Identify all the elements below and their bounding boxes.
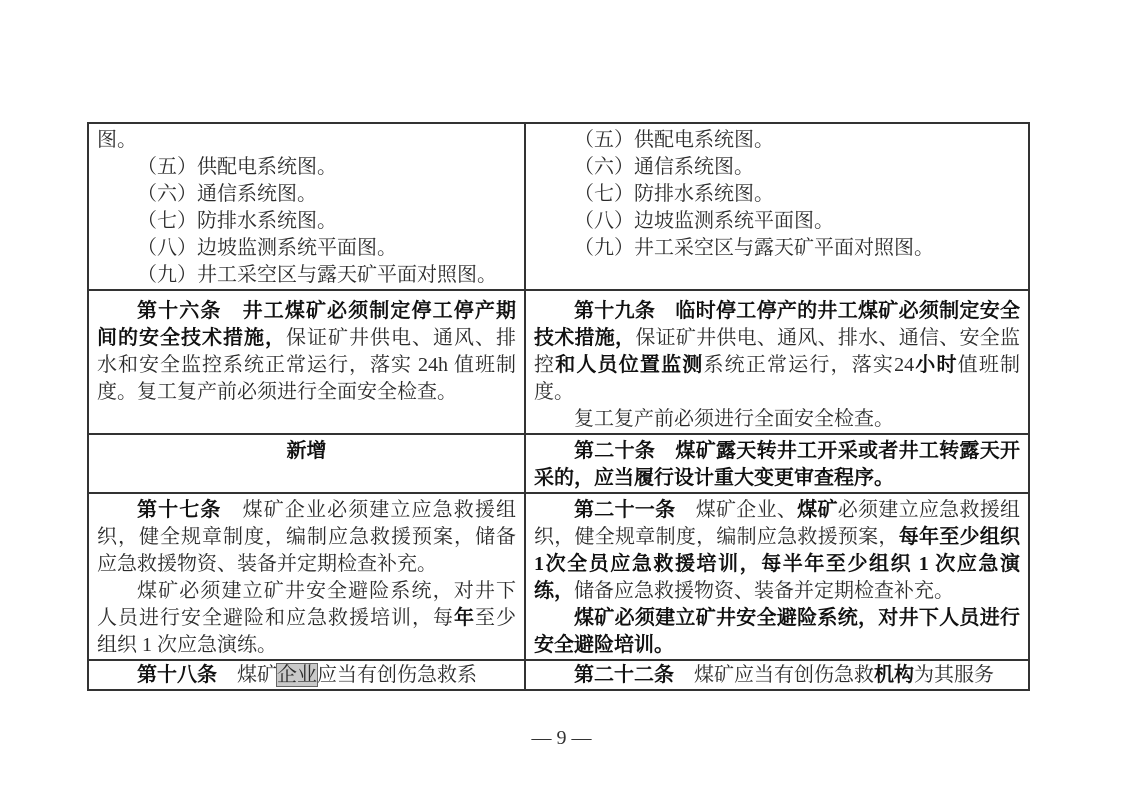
table-row: [88, 290, 1029, 434]
new-text-cell-row1: [525, 123, 1029, 290]
highlighted-text: 企业: [277, 664, 317, 686]
paragraph: [97, 208, 516, 235]
bold-text: 年: [454, 607, 475, 629]
text-run: 图。: [97, 129, 137, 151]
paragraph: [97, 298, 516, 406]
bold-text: 第二十二条: [574, 664, 674, 686]
paragraph: [97, 181, 516, 208]
paragraph: [534, 181, 1020, 208]
text-run: （七）防排水系统图。: [574, 183, 774, 205]
text-run: （五）供配电系统图。: [574, 129, 774, 151]
text-run: （八）边坡监测系统平面图。: [137, 237, 397, 259]
new-text-cell-row5: [525, 660, 1029, 690]
paragraph: [534, 438, 1020, 492]
text-run: 保证矿井供电、通风、排水和安全监控系统正常运行，落实 24h 值班制度。复工复产前必须进行全面安全检查。: [97, 327, 516, 403]
page-number: — 9 —: [531, 727, 592, 749]
new-text-cell-row2: [525, 290, 1029, 434]
text-run: （七）防排水系统图。: [137, 210, 337, 232]
paragraph: [97, 235, 516, 262]
text-run: 煤矿应当有创伤急救: [674, 664, 874, 686]
old-text-cell-row5: [88, 660, 525, 690]
text-run: （五）供配电系统图。: [137, 156, 337, 178]
paragraph: [534, 127, 1020, 154]
paragraph: [97, 127, 516, 154]
bold-text: 第十九条 临时停工停产的井工煤矿必须制定安全技术措施，: [534, 300, 1020, 349]
bold-text: 新增: [286, 440, 327, 462]
paragraph: [97, 578, 516, 659]
paragraph: [534, 235, 1020, 262]
paragraph: [534, 208, 1020, 235]
text-run: 复工复产前必须进行全面安全检查。: [574, 408, 894, 430]
text-run: 煤矿必须建立矿井安全避险系统，对井下人员进行安全避险和应急救援培训，每: [97, 580, 516, 629]
text-run: 值班制度。: [534, 354, 1021, 403]
bold-text: 第十七条: [137, 499, 222, 521]
table-row: [88, 123, 1029, 290]
bold-text: 和人员位置监测: [555, 354, 704, 376]
paragraph: [97, 262, 516, 289]
paragraph: [534, 154, 1020, 181]
table-row: [88, 493, 1029, 660]
text-run: （八）边坡监测系统平面图。: [574, 210, 834, 232]
text-run: 至少组织 1 次应急演练。: [97, 607, 516, 656]
paragraph: [534, 497, 1020, 605]
paragraph: [534, 662, 1020, 689]
bold-text: 机构: [874, 664, 914, 686]
bold-text: 煤矿: [797, 499, 838, 521]
paragraph: [97, 497, 516, 578]
new-text-cell-row4: [525, 493, 1029, 660]
paragraph: [97, 662, 516, 689]
text-run: （六）通信系统图。: [574, 156, 754, 178]
old-text-cell-row4: [88, 493, 525, 660]
bold-text: 每年至少组织1次全员应急救援培训，每半年至少组织 1 次应急演练，: [534, 526, 1021, 602]
text-run: 保证矿井供电、通风、排水、通信、安全监控: [534, 327, 1021, 376]
text-run: 系统正常运行，落实24: [703, 354, 915, 376]
text-run: 为其服务: [914, 664, 994, 686]
bold-text: 小时: [914, 354, 958, 376]
old-text-cell-row3: [88, 434, 525, 493]
bold-text: 第二十一条: [574, 499, 676, 521]
text-run: 储备应急救援物资、装备并定期检查补充。: [574, 580, 954, 602]
text-run: （九）井工采空区与露天矿平面对照图。: [137, 264, 497, 286]
old-text-cell-row2: [88, 290, 525, 434]
text-run: （九）井工采空区与露天矿平面对照图。: [574, 237, 934, 259]
text-run: 必须建立应急救援组织，健全规章制度，编制应急救援预案，: [534, 499, 1021, 548]
bold-text: 第十八条: [137, 664, 217, 686]
paragraph: [97, 438, 516, 465]
text-run: 应当有创伤急救系: [317, 664, 477, 686]
bold-text: 第十六条 井工煤矿必须制定停工停产期间的安全技术措施，: [97, 300, 516, 349]
text-run: 煤矿: [217, 664, 277, 686]
text-run: （六）通信系统图。: [137, 183, 317, 205]
table-row: [88, 660, 1029, 690]
new-text-cell-row3: [525, 434, 1029, 493]
bold-text: 煤矿必须建立矿井安全避险系统，对井下人员进行安全避险培训。: [534, 607, 1020, 656]
comparison-table: [87, 122, 1030, 691]
paragraph: [97, 154, 516, 181]
table-row: [88, 434, 1029, 493]
text-run: 煤矿企业、: [675, 499, 798, 521]
text-run: 煤矿企业必须建立应急救援组织，健全规章制度，编制应急救援预案，储备应急救援物资、装备并定期检查补充。: [97, 499, 517, 575]
old-text-cell-row1: [88, 123, 525, 290]
paragraph: [534, 605, 1020, 659]
paragraph: [534, 406, 1020, 433]
bold-text: 第二十条 煤矿露天转井工开采或者井工转露天开采的，应当履行设计重大变更审查程序。: [534, 440, 1020, 489]
paragraph: [534, 298, 1020, 406]
